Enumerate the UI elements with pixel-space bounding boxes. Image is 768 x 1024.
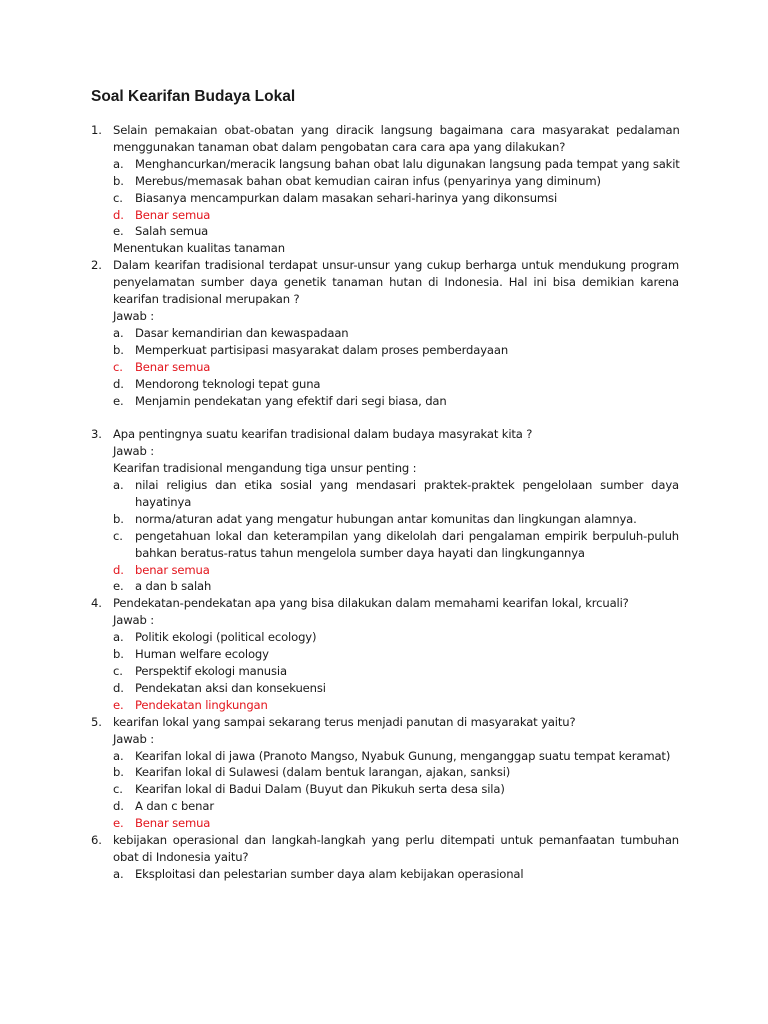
option-b <box>113 342 679 359</box>
option-label: b. <box>113 647 124 662</box>
option-text: Human welfare ecology <box>135 647 269 662</box>
option-text: a dan b salah <box>135 579 212 594</box>
question-number: 3. <box>91 427 102 442</box>
option-e <box>113 393 679 410</box>
question-number: 4. <box>91 596 102 611</box>
option-text: Kearifan lokal di Badui Dalam (Buyut dan Pikukuh serta desa sila) <box>135 782 505 797</box>
option-text: Merebus/memasak bahan obat kemudian cairan infus (penyarinya yang diminum) <box>135 173 601 188</box>
trailing-note: Menentukan kualitas tanaman <box>113 241 285 256</box>
option-text: Dasar kemandirian dan kewaspadaan <box>135 325 349 340</box>
option-c <box>113 190 680 207</box>
question-text-line: Apa pentingnya suatu kearifan tradisional dalam budaya masyrakat kita ? <box>113 427 533 442</box>
option-a <box>113 477 679 511</box>
option-label: d. <box>113 207 124 222</box>
question-number: 5. <box>91 714 102 729</box>
option-e <box>113 223 680 240</box>
option-label: d. <box>113 799 124 814</box>
option-c <box>113 528 679 562</box>
option-label: b. <box>113 173 124 188</box>
jawab-label: Jawab : <box>113 731 155 746</box>
option-label: e. <box>113 816 124 831</box>
question-1 <box>91 122 679 257</box>
jawab-label: Jawab : <box>113 308 155 323</box>
option-b <box>113 511 679 528</box>
question-6 <box>91 832 679 883</box>
question-text-line: Selain pemakaian obat-obatan yang diracik langsung bagaimana cara masyarakat pedalaman <box>113 123 680 137</box>
option-label: c. <box>113 782 123 797</box>
option-label: e. <box>113 393 124 408</box>
option-a <box>113 866 679 883</box>
option-c <box>113 663 679 680</box>
question-list <box>91 122 679 883</box>
option-text: Biasanya mencampurkan dalam masakan sehari-harinya yang dikonsumsi <box>135 190 558 205</box>
option-d <box>113 680 679 697</box>
question-text-line: menggunakan tanaman obat dalam pengobatan cara cara apa yang dilakukan? <box>113 139 566 154</box>
option-text: Pendekatan lingkungan <box>135 697 268 712</box>
option-e-correct-answer <box>113 697 679 714</box>
option-text: Politik ekologi (political ecology) <box>135 630 317 645</box>
option-d <box>113 798 679 815</box>
option-label: c. <box>113 190 123 205</box>
option-text: Menjamin pendekatan yang efektif dari segi biasa, dan <box>135 393 447 408</box>
option-text: Perspektif ekologi manusia <box>135 663 287 678</box>
option-text: Benar semua <box>135 207 211 222</box>
jawab-label: Jawab : <box>113 613 155 628</box>
option-c-correct-answer <box>113 359 679 376</box>
option-label: a. <box>113 748 124 763</box>
document-title: Soal Kearifan Budaya Lokal <box>91 88 296 105</box>
option-label: d. <box>113 562 124 577</box>
option-label: c. <box>113 359 123 374</box>
option-text: Kearifan lokal di Sulawesi (dalam bentuk larangan, ajakan, sanksi) <box>135 765 511 780</box>
option-b <box>113 764 679 781</box>
question-number: 2. <box>91 258 102 273</box>
option-label: a. <box>113 866 124 881</box>
option-text: norma/aturan adat yang mengatur hubungan antar komunitas dan lingkungan alamnya. <box>135 511 637 526</box>
option-label: e. <box>113 697 124 712</box>
question-text-line: penyelamatan sumber daya genetik tanaman hutan di Indonesia. Hal ini bisa demikian karena <box>113 275 679 290</box>
option-text: Eksploitasi dan pelestarian sumber daya alam kebijakan operasional <box>135 866 524 881</box>
option-label: c. <box>113 663 123 678</box>
option-text: Memperkuat partisipasi masyarakat dalam proses pemberdayaan <box>135 342 509 357</box>
option-e <box>113 578 679 595</box>
option-label: d. <box>113 680 124 695</box>
option-label: a. <box>113 325 124 340</box>
question-text-line: kearifan lokal yang sampai sekarang terus menjadi panutan di masyarakat yaitu? <box>113 714 576 729</box>
blank-line <box>91 409 679 426</box>
option-text: Kearifan lokal di jawa (Pranoto Mangso, Nyabuk Gunung, menganggap suatu tempat keramat) <box>135 748 671 763</box>
option-text: Menghancurkan/meracik langsung bahan obat lalu digunakan langsung pada tempat yang sakit <box>135 156 680 171</box>
option-label: b. <box>113 342 124 357</box>
question-4 <box>91 595 679 713</box>
option-label: d. <box>113 376 124 391</box>
option-label: b. <box>113 765 124 780</box>
option-text: Mendorong teknologi tepat guna <box>135 376 321 391</box>
option-label: a. <box>113 478 124 493</box>
question-text-line: obat di Indonesia yaitu? <box>113 849 249 864</box>
jawab-label: Jawab : <box>113 444 155 459</box>
option-text: Benar semua <box>135 816 211 831</box>
option-label: e. <box>113 224 124 239</box>
option-c <box>113 781 679 798</box>
question-text-line: kebijakan operasional dan langkah-langkah yang perlu ditempati untuk pemanfaatan tumbuhan <box>113 833 679 848</box>
option-b <box>113 646 679 663</box>
option-a <box>113 748 679 765</box>
option-text-line: nilai religius dan etika sosial yang mendasari praktek-praktek pengelolaan sumber daya <box>135 478 679 493</box>
option-e-correct-answer <box>113 815 679 832</box>
option-text: benar semua <box>135 562 210 577</box>
answer-intro: Kearifan tradisional mengandung tiga unsur penting : <box>113 461 417 476</box>
option-b <box>113 173 680 190</box>
option-label: a. <box>113 630 124 645</box>
option-label: e. <box>113 579 124 594</box>
question-2 <box>91 257 679 409</box>
option-label: b. <box>113 511 124 526</box>
option-label: a. <box>113 156 124 171</box>
option-d-correct-answer <box>113 562 679 579</box>
option-a <box>113 325 679 342</box>
option-label: c. <box>113 528 123 543</box>
question-text-line: Pendekatan-pendekatan apa yang bisa dilakukan dalam memahami kearifan lokal, krcuali? <box>113 596 629 611</box>
question-text-line: Dalam kearifan tradisional terdapat unsur-unsur yang cukup berharga untuk mendukung program <box>113 258 679 273</box>
option-text-line: pengetahuan lokal dan keterampilan yang dikelolah dari pengalaman empirik berpuluh-puluh <box>135 528 679 543</box>
question-3 <box>91 426 679 595</box>
option-a <box>113 156 680 173</box>
option-text: A dan c benar <box>135 799 214 814</box>
option-text: Pendekatan aksi dan konsekuensi <box>135 680 326 695</box>
option-text: Salah semua <box>135 224 209 239</box>
option-d-correct-answer <box>113 207 680 224</box>
option-text: Benar semua <box>135 359 211 374</box>
option-text-line: bahkan beratus-ratus tahun mengelola sumber daya hayati dan lingkungannya <box>135 545 585 560</box>
question-5 <box>91 714 679 832</box>
option-d <box>113 376 679 393</box>
option-text-line: hayatinya <box>135 494 192 509</box>
option-a <box>113 629 679 646</box>
question-number: 1. <box>91 123 102 137</box>
question-number: 6. <box>91 833 102 848</box>
question-text-line: kearifan tradisional merupakan ? <box>113 292 300 307</box>
